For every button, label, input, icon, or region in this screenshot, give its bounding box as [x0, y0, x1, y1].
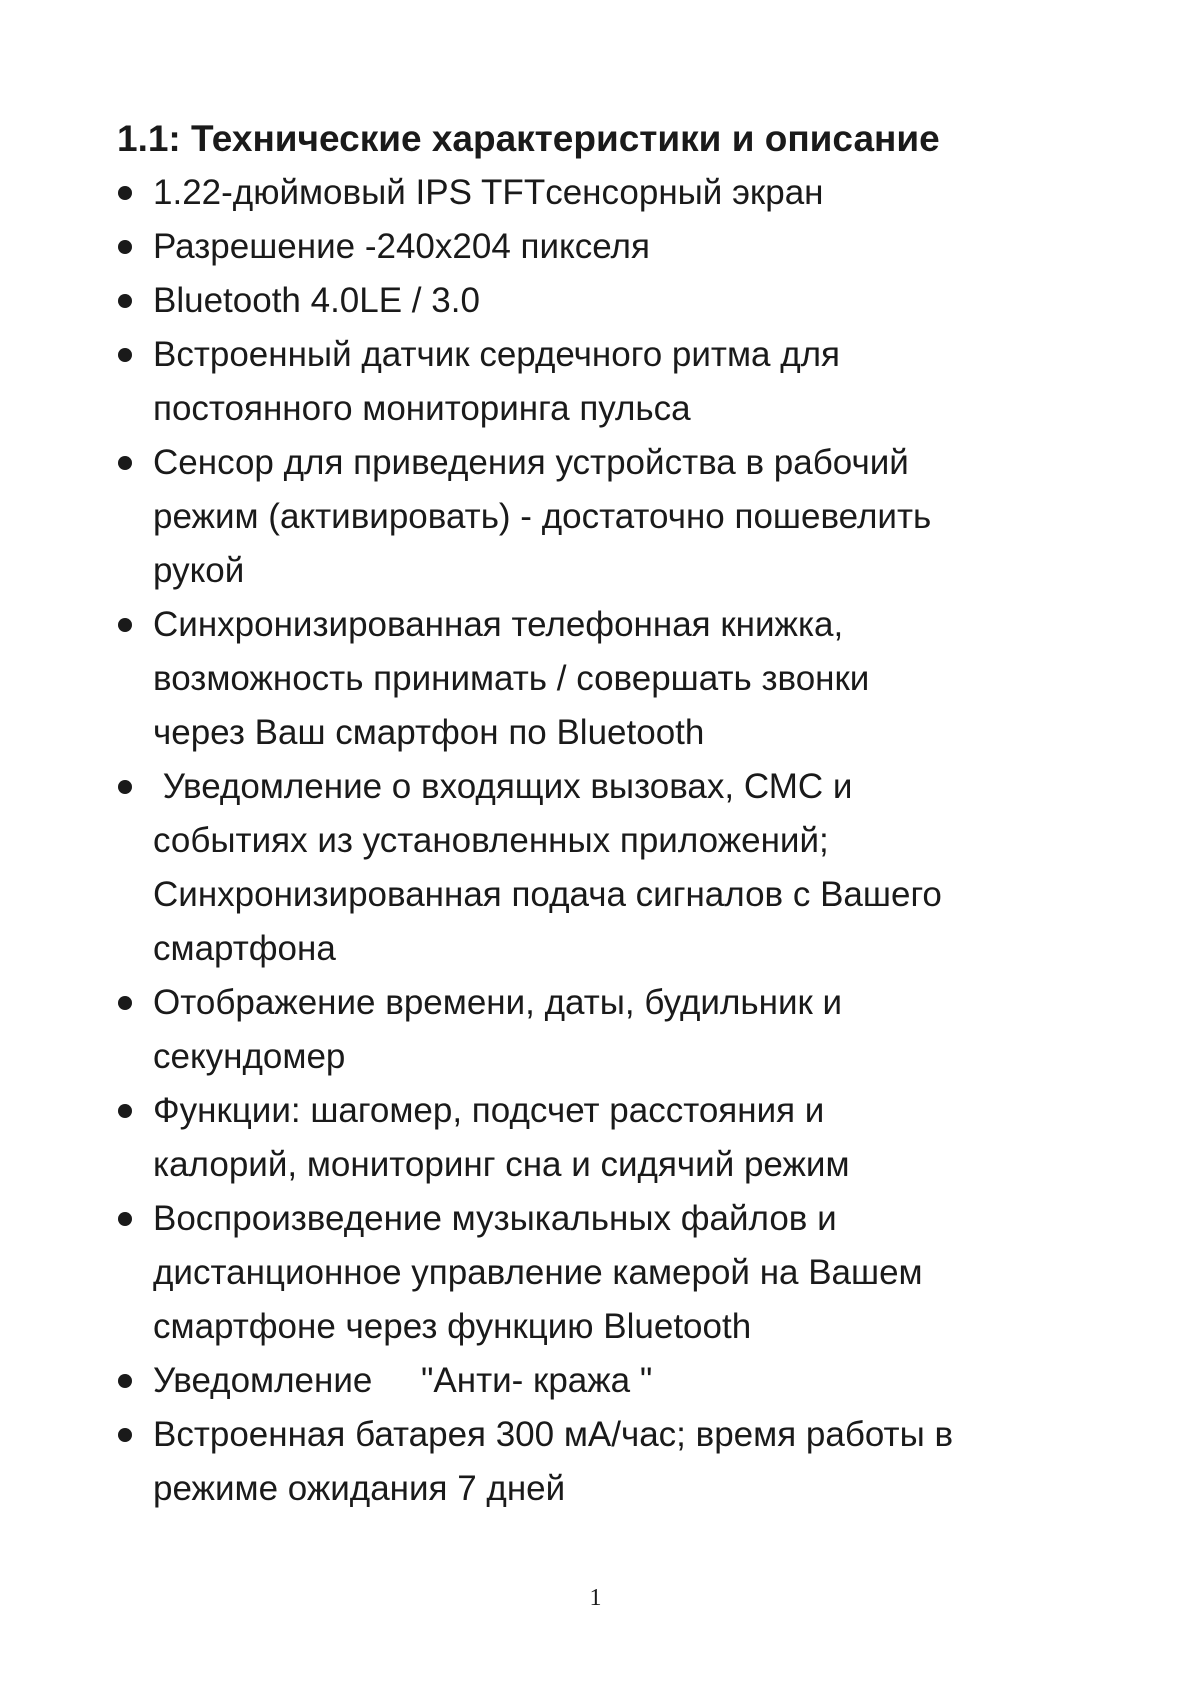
bullet-icon	[118, 780, 132, 794]
spec-item: Разрешение -240x204 пикселя	[117, 220, 1077, 274]
spec-item: Сенсор для приведения устройства в рабочий режим (активировать) - достаточно пошевелить рукой	[117, 436, 1077, 598]
document-page	[117, 112, 1077, 1516]
bullet-icon	[118, 618, 132, 632]
spec-list	[117, 166, 1077, 1516]
bullet-icon	[118, 1428, 132, 1442]
spec-item: Воспроизведение музыкальных файлов и дистанционное управление камерой на Вашем смартфоне через функцию Bluetooth	[117, 1192, 1077, 1354]
page-number: 1	[589, 1585, 602, 1611]
section-heading: 1.1: Технические характеристики и описание	[117, 118, 940, 159]
spec-item: Встроенная батарея 300 мА/час; время работы в режиме ожидания 7 дней	[117, 1408, 1077, 1516]
spec-item: Bluetooth 4.0LE / 3.0	[117, 274, 1077, 328]
bullet-icon	[118, 1104, 132, 1118]
bullet-icon	[118, 1374, 132, 1388]
bullet-icon	[118, 240, 132, 254]
spec-item: Отображение времени, даты, будильник и секундомер	[117, 976, 1077, 1084]
bullet-icon	[118, 186, 132, 200]
bullet-icon	[118, 996, 132, 1010]
bullet-icon	[118, 1212, 132, 1226]
spec-item: 1.22-дюймовый IPS TFTсенсорный экран	[117, 166, 1077, 220]
spec-item: Синхронизированная телефонная книжка, возможность принимать / совершать звонки через Ваш смартфон по Bluetooth	[117, 598, 1077, 760]
bullet-icon	[118, 456, 132, 470]
spec-item: Функции: шагомер, подсчет расстояния и калорий, мониторинг сна и сидячий режим	[117, 1084, 1077, 1192]
spec-item: Встроенный датчик сердечного ритма для постоянного мониторинга пульса	[117, 328, 1077, 436]
bullet-icon	[118, 348, 132, 362]
spec-item: Уведомление о входящих вызовах, СМС и событиях из установленных приложений; Синхронизированная подача сигналов с Вашего смартфона	[117, 760, 1077, 976]
spec-item: Уведомление "Анти- кража "	[117, 1354, 1077, 1408]
bullet-icon	[118, 294, 132, 308]
